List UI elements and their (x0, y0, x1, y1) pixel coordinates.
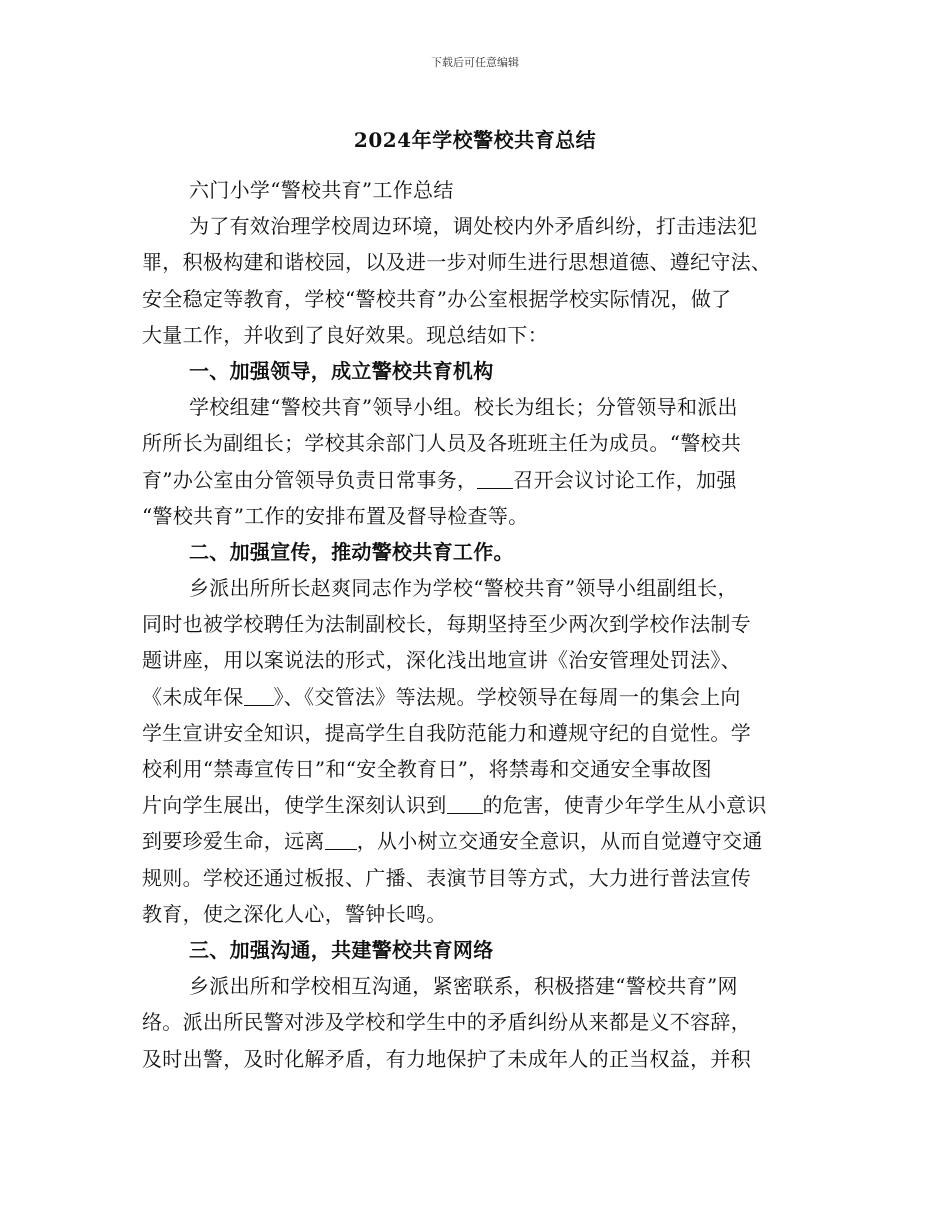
paragraph-line (142, 679, 814, 715)
header-note: 下载后可任意编辑 (431, 56, 519, 69)
paragraph-line: 罪，积极构建和谐校园，以及进一步对师生进行思想道德、遵纪守法、 (142, 250, 772, 275)
paragraph-line: 题讲座，用以案说法的形式，深化浅出地宣讲《治安管理处罚法》、 (142, 648, 741, 673)
paragraph-line: 教育，使之深化人心，警钟长鸣。 (142, 901, 447, 926)
blank-underline (244, 685, 274, 706)
text-segment: 的危害，使青少年学生从小意识 (482, 793, 767, 818)
paragraph-line: 络。派出所民警对涉及学校和学生中的矛盾纠纷从来都是义不容辞， (142, 1010, 751, 1035)
text-segment: ，从小树立交通安全意识，从而自觉遵守交通 (356, 829, 763, 854)
section-heading: 一、加强领导，成立警校共育机构 (189, 358, 494, 383)
paragraph-line: 及时出警，及时化解矛盾，有力地保护了未成年人的正当权益，并积 (142, 1046, 751, 1071)
paragraph-line (142, 823, 814, 859)
paragraph-line: 同时也被学校聘任为法制副校长，每期坚持至少两次到学校作法制专 (142, 612, 751, 637)
paragraph-line (142, 462, 814, 498)
paragraph-line: 乡派出所所长赵爽同志作为学校“警校共育”领导小组副组长， (189, 576, 738, 601)
blank-underline (325, 829, 357, 850)
paragraph-line: 大量工作，并收到了良好效果。现总结如下： (142, 322, 548, 347)
document-body (142, 172, 814, 1077)
text-segment: 育”办公室由分管领导负责日常事务， (142, 467, 478, 492)
text-segment: 到要珍爱生命，远离 (142, 829, 325, 854)
paragraph-line: 安全稳定等教育，学校“警校共育”办公室根据学校实际情况，做了 (142, 286, 732, 311)
text-segment: 片向学生展出，使学生深刻认识到 (142, 793, 447, 818)
text-segment: 召开会议讨论工作，加强 (513, 467, 737, 492)
paragraph-line: 所所长为副组长；学校其余部门人员及各班班主任为成员。“警校共 (142, 431, 742, 456)
blank-underline (447, 793, 483, 814)
section-heading: 二、加强宣传，推动警校共育工作。 (189, 539, 514, 564)
paragraph-line: “警校共育”工作的安排布置及督导检查等。 (142, 503, 529, 528)
blank-underline (477, 468, 513, 489)
text-segment: 》、《交管法》等法规。学校领导在每周一的集会上向 (273, 684, 741, 709)
section3-paragraph (142, 968, 814, 1077)
paragraph-line: 乡派出所和学校相互沟通，紧密联系，积极搭建“警校共育”网 (189, 974, 738, 999)
paragraph-line (142, 787, 814, 823)
section-heading: 三、加强沟通，共建警校共育网络 (189, 937, 494, 962)
paragraph-line: 校利用“禁毒宣传日”和“安全教育日”，将禁毒和交通安全事故图 (142, 757, 712, 781)
paragraph-line: 学生宣讲安全知识，提高学生自我防范能力和遵规守纪的自觉性。学 (142, 720, 751, 745)
section1-paragraph (142, 389, 814, 534)
section2-paragraph (142, 570, 814, 932)
intro-paragraph (142, 208, 814, 353)
paragraph-line: 学校组建“警校共育”领导小组。校长为组长；分管领导和派出 (189, 395, 738, 420)
subtitle: 六门小学“警校共育”工作总结 (189, 178, 454, 202)
paragraph-line: 为了有效治理学校周边环境，调处校内外矛盾纠纷，打击违法犯 (189, 214, 758, 239)
text-segment: 《未成年保 (142, 684, 244, 709)
document-title: 2024年学校警校共育总结 (353, 128, 597, 152)
paragraph-line: 规则。学校还通过板报、广播、表演节目等方式，大力进行普法宣传 (142, 865, 751, 890)
